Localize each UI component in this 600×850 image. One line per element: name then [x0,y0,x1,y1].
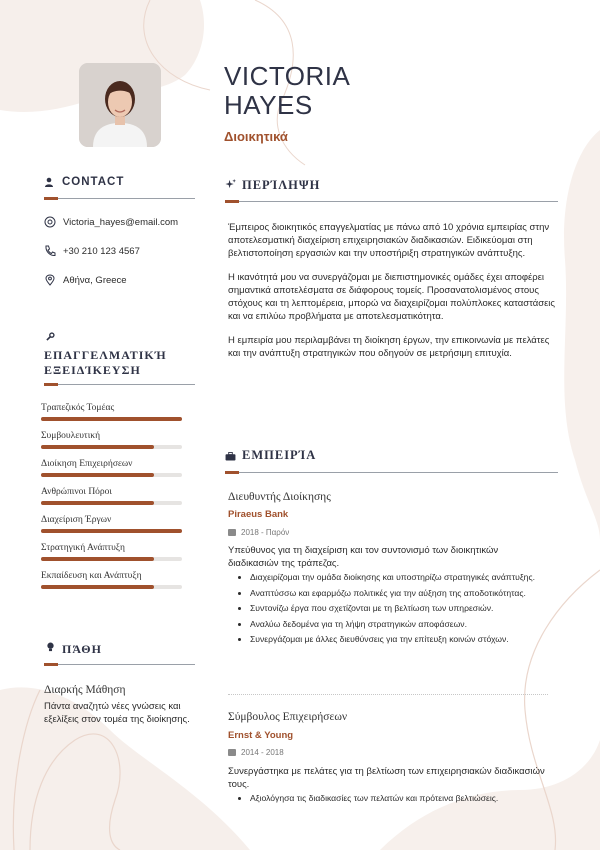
job-bullet: • Αξιολόγησα τις διαδικασίες των πελατών και πρότεινα βελτιώσεις. [250,793,562,805]
experience-heading: ΕΜΠΕΙΡΊΑ [242,448,317,462]
skill-label: Στρατηγική Ανάπτυξη [41,543,125,553]
skill-level-bar [41,473,182,477]
user-icon [44,177,54,190]
calendar-icon [228,749,236,756]
profile-photo [79,63,161,147]
profile-text [228,221,556,371]
skill-level-fill [41,473,154,477]
experience-divider-accent [225,471,239,474]
contact-divider [44,198,195,199]
job-dates-text: 2018 - Παρόν [241,528,290,537]
profile-divider-accent [225,200,239,203]
job-bullet: • Αναλύω δεδομένα για τη λήψη στρατηγικών αποφάσεων. [250,619,562,631]
contact-phone[interactable]: +30 210 123 4567 [63,245,140,257]
skill-label: Διαχείριση Έργων [41,515,112,525]
profile-paragraph: Η ικανότητά μου να συνεργάζομαι με διεπιστημονικές ομάδες έχει αποφέρει σημαντικά αποτελέσματα σε διάφορους τομείς. Προσανατολισμένος στους στόχους και τη λεπτομέρεια, μπορώ να διαχειρίζομαι πολύπλοκες καταστάσεις και να επιλύω προβλήματα με αποτελεσματικότητα. [228,272,555,322]
skill-level-fill [41,557,154,561]
passions-divider-accent [44,663,58,666]
skill-level-bar [41,417,182,421]
contact-location: Αθήνα, Greece [63,274,127,286]
job-bullet: • Συνεργάζομαι με άλλες διευθύνσεις για την επίτευξη κοινών στόχων. [250,634,562,646]
profile-paragraph: Έμπειρος διοικητικός επαγγελματίας με πάνω από 10 χρόνια εμπειρίας στην αποτελεσματική διαχείριση επιχειρησιακών διαδικασιών. Ειδικεύομαι στη βελτιστοποίηση εργασιών και την υποστήριξη στρατηγικών ανάπτυξης. [228,222,550,259]
skill-level-fill [41,417,182,421]
company-name: Ernst & Young [228,730,294,741]
job-description: Υπεύθυνος για τη διαχείριση και τον συντονισμό των διοικητικών διαδικασιών της τράπεζας. [228,545,499,569]
location-pin-icon [44,274,56,286]
contact-heading: CONTACT [62,176,125,188]
job-dates-text: 2014 - 2018 [241,748,284,757]
skill-label: Συμβουλευτική [41,431,101,441]
job-bullet-list [236,572,562,650]
skill-level-bar [41,445,182,449]
wrench-icon [46,332,55,344]
job-bullet: • Αναπτύσσω και εφαρμόζω πολιτικές για την αύξηση της αποδοτικότητας. [250,588,562,600]
skill-level-fill [41,585,154,589]
contact-email[interactable]: Victoria_hayes@email.com [63,216,179,228]
skill-label: Εκπαίδευση και Ανάπτυξη [41,571,142,581]
contact-location-row [44,274,127,286]
skills-heading-line2: ΕΞΕΙΔΊΚΕΥΣΗ [44,363,141,377]
job-dates [228,748,284,757]
name-first: VICTORIA [224,61,351,91]
skill-item [41,431,182,449]
skill-level-bar [41,585,182,589]
experience-divider [225,472,558,473]
calendar-icon [228,529,236,536]
contact-divider-accent [44,197,58,200]
job-bullet: • Συντονίζω έργα που σχετίζονται με τη βελτίωση των υπηρεσιών. [250,603,562,615]
profile-heading: ΠΕΡΊΛΗΨΗ [242,178,321,192]
lightbulb-icon [46,642,55,656]
skills-divider [44,384,195,385]
skill-item [41,543,182,561]
skill-level-fill [41,445,154,449]
job-dates [228,528,289,537]
profile-divider [225,201,558,202]
briefcase-icon [225,452,236,464]
skill-label: Τραπεζικός Τομέας [41,403,115,413]
skill-item [41,515,182,533]
profile-paragraph: Η εμπειρία μου περιλαμβάνει τη διοίκηση έργων, την επικοινωνία με πελάτες και την ανάπτυξη στρατηγικών που οδηγούν σε μετρήσιμη επιτυχία. [228,335,550,359]
job-bullet: • Διαχειρίζομαι την ομάδα διοίκησης και υποστηρίζω στρατηγικές ανάπτυξης. [250,572,562,584]
skill-level-bar [41,557,182,561]
job-title: Διευθυντής Διοίκησης [228,491,331,503]
skill-label: Ανθρώπινοι Πόροι [41,487,112,497]
phone-icon [44,245,56,257]
contact-email-row[interactable] [44,216,178,228]
skills-divider-accent [44,383,58,386]
job-role: Διοικητικά [224,129,288,144]
name-last: HAYES [224,90,313,120]
passions-divider [44,664,195,665]
job-title: Σύμβουλος Επιχειρήσεων [228,711,348,723]
skill-item [41,571,182,589]
skills-heading [44,348,167,378]
skill-item [41,487,182,505]
contact-phone-row[interactable] [44,245,140,257]
at-sign-icon [44,216,56,228]
skills-heading-line1: ΕΠΑΓΓΕΛΜΑΤΙΚΉ [44,348,167,362]
skill-label: Διοίκηση Επιχειρήσεων [41,459,133,469]
skill-level-fill [41,501,154,505]
passions-heading: ΠΆΘΗ [62,642,102,656]
job-description: Συνεργάστηκα με πελάτες για τη βελτίωση των επιχειρησιακών διαδικασιών τους. [228,766,545,790]
skill-level-bar [41,501,182,505]
skill-item [41,403,182,421]
job-bullet-list [236,793,562,809]
person-portrait [79,63,161,147]
passion-item-description: Πάντα αναζητώ νέες γνώσεις και εξελίξεις στον τομέα της διοίκησης. [44,701,190,725]
skill-level-bar [41,529,182,533]
sparkle-icon [225,179,236,193]
passion-item-title: Διαρκής Μάθηση [44,684,126,696]
job-separator [228,694,548,695]
person-name [224,62,524,120]
skill-item [41,459,182,477]
company-name: Piraeus Bank [228,509,289,520]
skill-level-fill [41,529,182,533]
